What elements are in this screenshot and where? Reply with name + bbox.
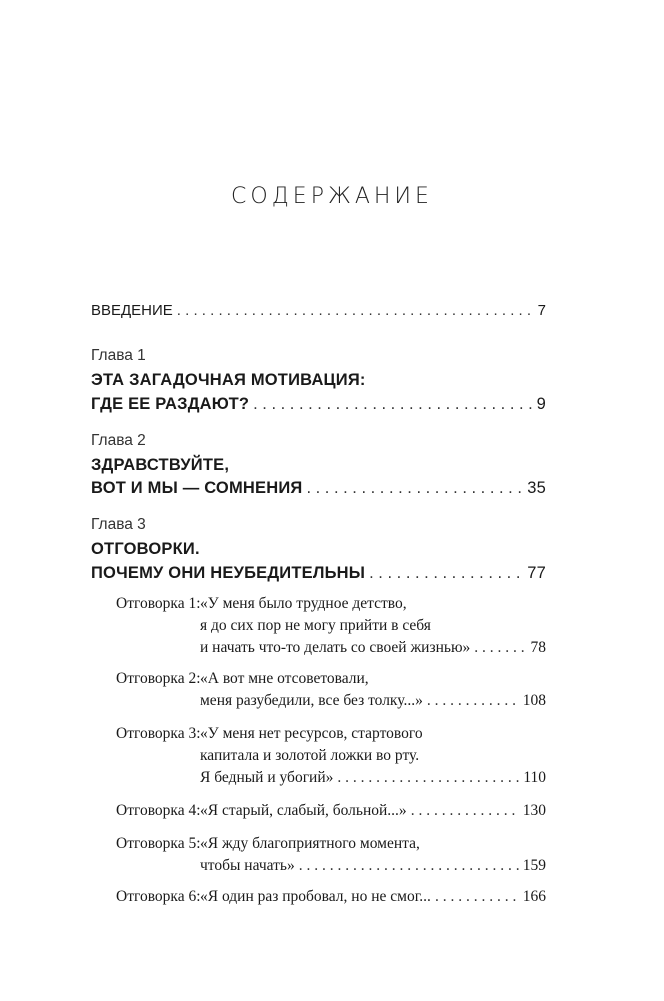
excuse-text: капитала и золотой ложки во рту. (200, 747, 420, 764)
toc-subentry-line[interactable] (116, 747, 546, 765)
page-number: 159 (522, 857, 546, 874)
excuse-label: Отговорка 5: (116, 835, 201, 852)
page-number: 77 (527, 564, 546, 582)
chapter-label: Глава 3 (91, 516, 146, 533)
excuse-label: Отговорка 3: (116, 725, 201, 742)
chapter-title[interactable]: ОТГОВОРКИ. (91, 540, 200, 558)
dot-leader (337, 769, 519, 787)
dot-leader (411, 802, 519, 820)
dot-leader (306, 479, 523, 498)
toc-subentry-line[interactable] (116, 857, 546, 875)
toc-entry-intro[interactable] (91, 302, 546, 319)
toc-subentry-line[interactable] (116, 769, 546, 787)
toc-subentry-line[interactable] (116, 617, 546, 635)
excuse-text: «Я старый, слабый, больной...» (200, 802, 407, 819)
chapter-title[interactable]: ЗДРАВСТВУЙТЕ, (91, 456, 230, 474)
excuse-text: и начать что-то делать со своей жизнью» (200, 639, 471, 656)
excuse-text: «У меня нет ресурсов, стартового (200, 725, 423, 742)
page-number: 78 (530, 639, 546, 656)
excuse-text: «Я один раз пробовал, но не смог... (200, 888, 431, 905)
toc-entry-chapter-1[interactable] (91, 395, 546, 414)
page-number: 35 (527, 479, 546, 497)
toc-subentry[interactable] (116, 725, 546, 743)
toc-entry-chapter-2[interactable] (91, 479, 546, 498)
toc-subentry-line[interactable] (116, 639, 546, 657)
excuse-text: «У меня было трудное детство, (200, 595, 407, 612)
excuse-label: Отговорка 1: (116, 595, 201, 612)
excuse-label: Отговорка 2: (116, 670, 201, 687)
chapter-title: ГДЕ ЕЕ РАЗДАЮТ? (91, 395, 250, 413)
toc-subentry[interactable] (116, 670, 546, 688)
dot-leader (177, 302, 534, 319)
page-number: 110 (523, 769, 546, 786)
chapter-label: Глава 2 (91, 432, 146, 449)
toc-subentry[interactable] (116, 595, 546, 613)
page-number: 130 (522, 802, 546, 819)
toc-subentry[interactable] (116, 802, 546, 820)
dot-leader (369, 564, 523, 583)
excuse-label: Отговорка 6: (116, 888, 201, 905)
dot-leader (435, 888, 519, 906)
dot-leader (299, 857, 519, 875)
dot-leader (474, 639, 526, 657)
excuse-label: Отговорка 4: (116, 802, 201, 819)
toc-subentry[interactable] (116, 888, 546, 906)
chapter-title: ПОЧЕМУ ОНИ НЕУБЕДИТЕЛЬНЫ (91, 564, 366, 582)
toc-subentry[interactable] (116, 835, 546, 853)
page-number: 166 (522, 888, 546, 905)
page-number: 7 (537, 302, 546, 319)
excuse-text: «Я жду благоприятного момента, (200, 835, 420, 852)
page-number: 108 (522, 692, 546, 709)
page-number: 9 (536, 395, 546, 413)
dot-leader (427, 692, 519, 710)
excuse-text: чтобы начать» (200, 857, 295, 874)
dot-leader (253, 395, 532, 414)
excuse-text: «А вот мне отсоветовали, (200, 670, 369, 687)
excuse-text: меня разубедили, все без толку...» (200, 692, 423, 709)
chapter-title: ВОТ И МЫ — СОМНЕНИЯ (91, 479, 303, 497)
entry-label: ВВЕДЕНИЕ (91, 302, 173, 319)
page-title: СОДЕРЖАНИЕ (231, 184, 433, 209)
excuse-text: Я бедный и убогий» (200, 769, 334, 786)
chapter-label: Глава 1 (91, 347, 146, 364)
toc-subentry-line[interactable] (116, 692, 546, 710)
toc-entry-chapter-3[interactable] (91, 564, 546, 583)
chapter-title[interactable]: ЭТА ЗАГАДОЧНАЯ МОТИВАЦИЯ: (91, 371, 366, 389)
excuse-text: я до сих пор не могу прийти в себя (200, 617, 431, 634)
